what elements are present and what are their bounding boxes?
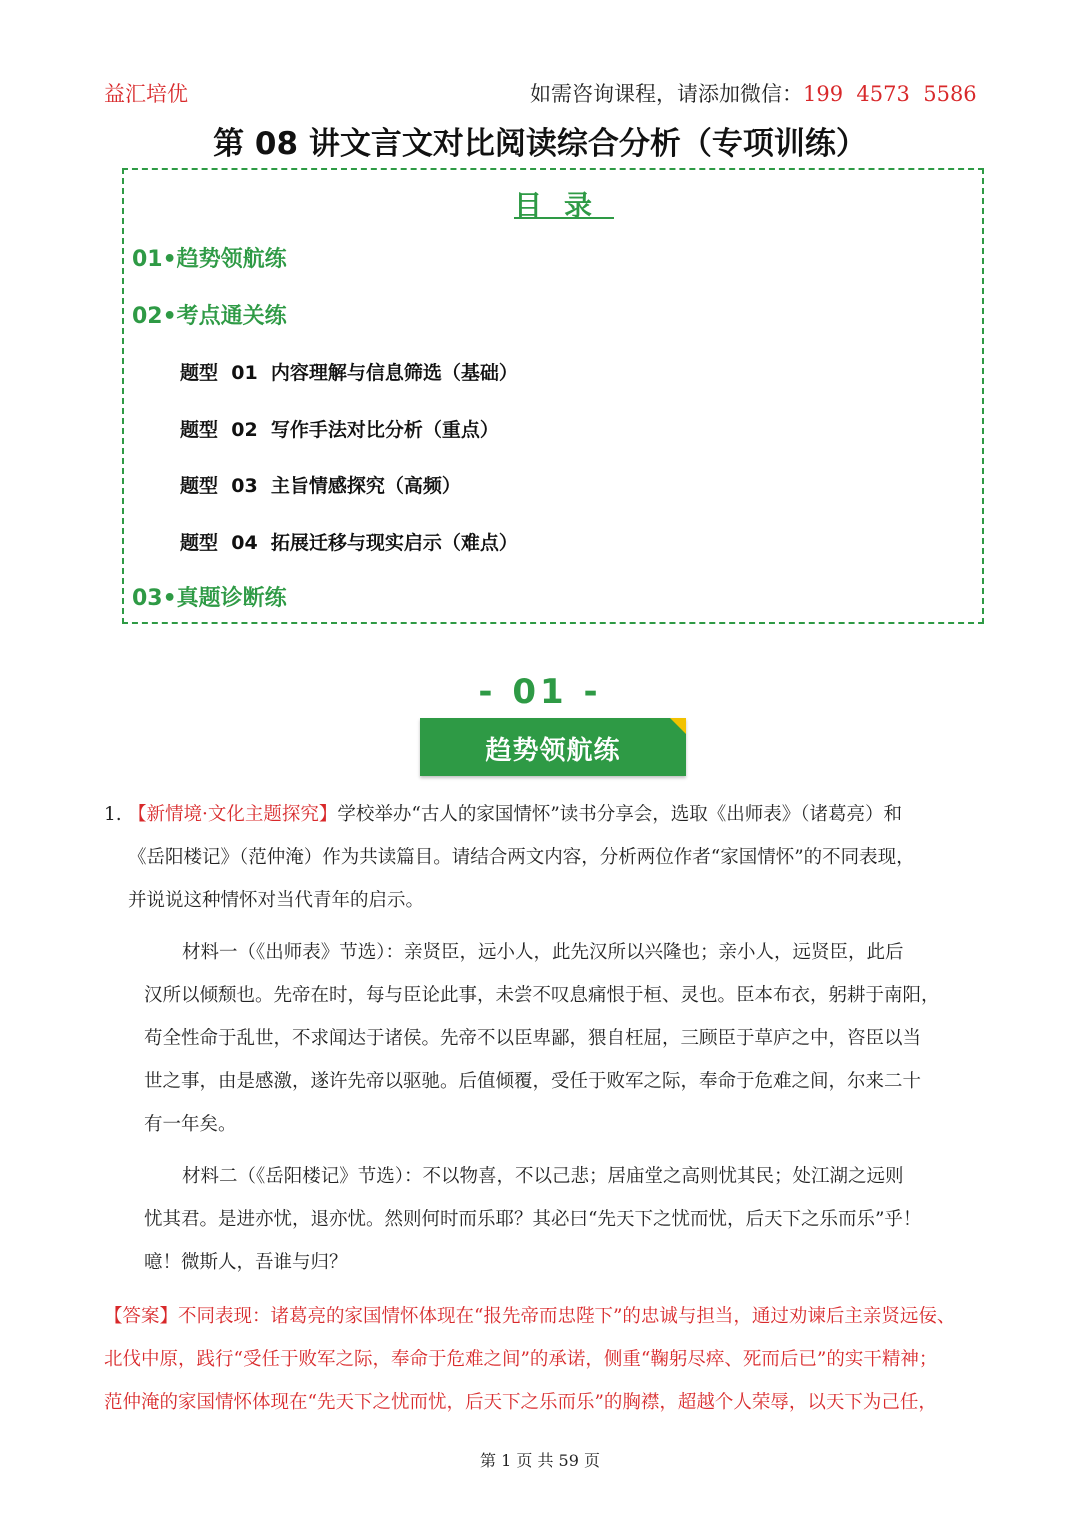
answer-line-3: 范仲淹的家国情怀体现在“先天下之忧而忧，后天下之乐而乐”的胸襟，超越个人荣辱，以天下为己任，: [104, 1392, 937, 1413]
answer-line-1: 【答案】不同表现：诸葛亮的家国情怀体现在“报先帝而忠陛下”的忠诚与担当，通过劝谏后主亲贤远佞、: [104, 1306, 956, 1327]
question-text-1: 学校举办“古人的家国情怀”读书分享会，选取《出师表》（诸葛亮）和: [337, 804, 903, 825]
material-1-line-5: 有一年矣。: [144, 1114, 237, 1135]
material-2-line-2: 忧其君。是进亦忧，退亦忧。然则何时而乐耶？其必曰“先天下之忧而忧，后天下之乐而乐”乎！: [144, 1209, 922, 1230]
material-1-line-1: 材料一（《出师表》节选）：亲贤臣，远小人，此先汉所以兴隆也；亲小人，远贤臣，此后: [182, 942, 904, 963]
document-title: 第 08 讲文言文对比阅读综合分析（专项训练）: [213, 126, 867, 162]
material-1-line-4: 世之事，由是感激，遂许先帝以驱驰。后值倾覆，受任于败军之际，奉命于危难之间，尔来二十: [144, 1071, 922, 1092]
question-line-1: [128, 794, 902, 836]
section-number: - 01 -: [478, 672, 602, 712]
question-tag: 【新情境·文化主题探究】: [128, 804, 338, 825]
material-1-line-3: 苟全性命于乱世，不求闻达于诸侯。先帝不以臣卑鄙，猥自枉屈，三顾臣于草庐之中，咨臣以当: [144, 1028, 922, 1049]
contact-phone: 199 4573 5586: [803, 82, 977, 106]
toc-section-2[interactable]: 02•考点通关练: [132, 304, 287, 329]
toc-heading: 目录: [513, 189, 614, 222]
toc-subitem-1[interactable]: 题型 01 内容理解与信息筛选（基础）: [180, 362, 518, 384]
question-line-3: 并说说这种情怀对当代青年的启示。: [128, 890, 425, 911]
toc-subitem-2[interactable]: 题型 02 写作手法对比分析（重点）: [180, 419, 499, 441]
page-footer: 第 1 页 共 59 页: [480, 1451, 600, 1470]
toc-section-3[interactable]: 03•真题诊断练: [132, 586, 287, 611]
toc-subitem-4[interactable]: 题型 04 拓展迁移与现实启示（难点）: [180, 532, 518, 554]
brand-name: 益汇培优: [104, 82, 188, 106]
answer-line-2: 北伐中原，践行“受任于败军之际，奉命于危难之间”的承诺，侧重“鞠躬尽瘁、死而后已”的实干精神；: [104, 1349, 938, 1370]
contact-info: [530, 78, 977, 108]
table-of-contents: [122, 168, 984, 624]
material-2-line-3: 噫！微斯人，吾谁与归？: [144, 1252, 348, 1273]
toc-section-1[interactable]: 01•趋势领航练: [132, 247, 287, 272]
toc-subitem-3[interactable]: 题型 03 主旨情感探究（高频）: [180, 475, 461, 497]
material-1-line-2: 汉所以倾颓也。先帝在时，每与臣论此事，未尝不叹息痛恨于桓、灵也。臣本布衣，躬耕于南阳，: [144, 985, 940, 1006]
contact-prefix: 如需咨询课程，请添加微信：: [530, 82, 803, 106]
question-line-2: 《岳阳楼记》（范仲淹）作为共读篇目。请结合两文内容，分析两位作者“家国情怀”的不同表现，: [128, 847, 915, 868]
section-banner: [420, 718, 686, 776]
question-number: 1.: [104, 804, 122, 825]
material-2-line-1: 材料二（《岳阳楼记》节选）：不以物喜，不以己悲；居庙堂之高则忧其民；处江湖之远则: [182, 1166, 904, 1187]
section-banner-label: 趋势领航练: [485, 736, 621, 766]
